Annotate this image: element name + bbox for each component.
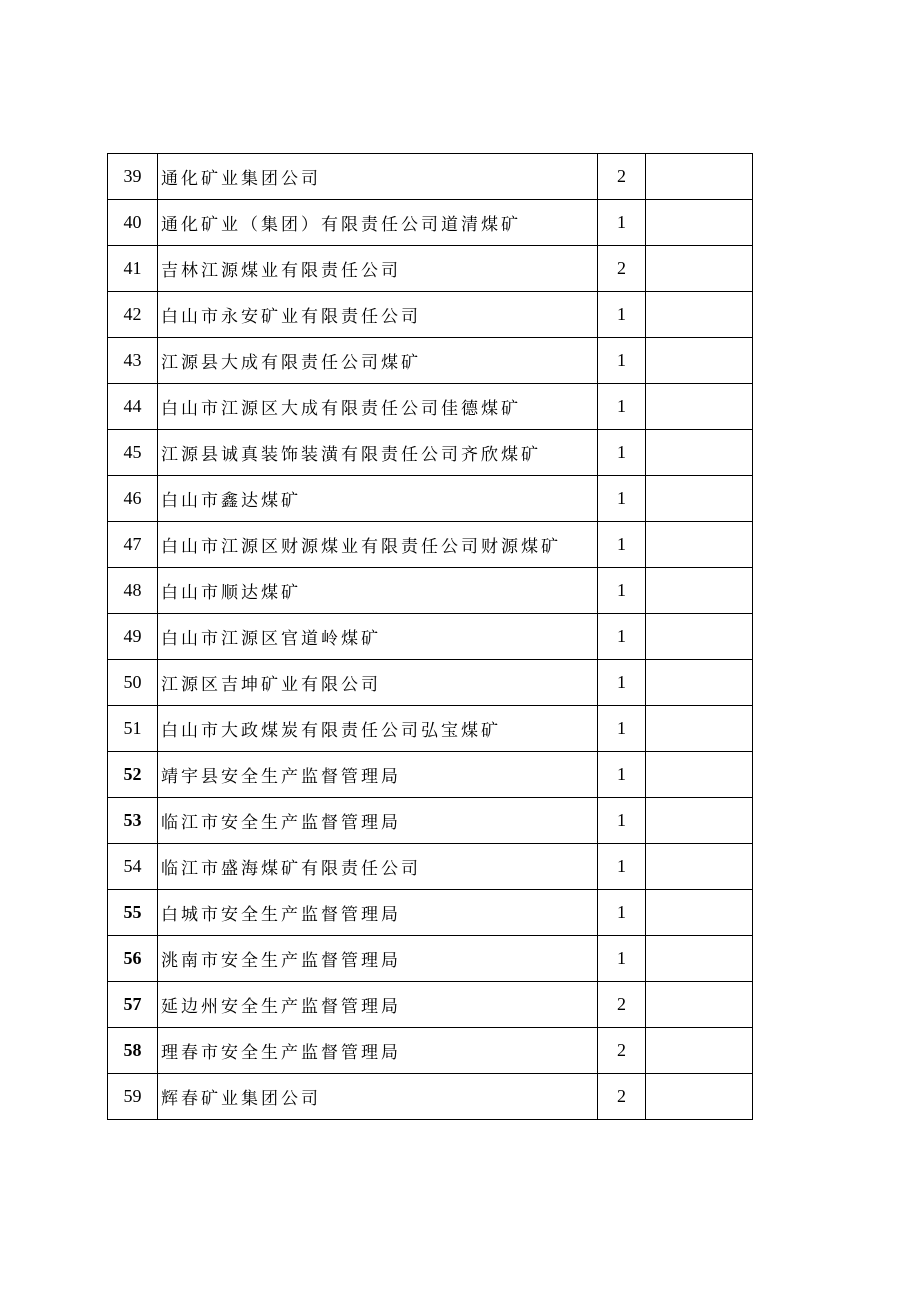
quantity: 2 [598, 154, 646, 200]
quantity: 1 [598, 200, 646, 246]
table-row [108, 430, 753, 476]
organization-name: 白山市江源区官道岭煤矿 [158, 614, 598, 660]
table-body [108, 154, 753, 1120]
organization-name: 通化矿业集团公司 [158, 154, 598, 200]
quantity: 1 [598, 706, 646, 752]
organization-name: 洮南市安全生产监督管理局 [158, 936, 598, 982]
table-row [108, 706, 753, 752]
quantity: 1 [598, 890, 646, 936]
quantity: 2 [598, 1028, 646, 1074]
organization-name: 江源县大成有限责任公司煤矿 [158, 338, 598, 384]
quantity: 1 [598, 384, 646, 430]
remarks-cell [646, 246, 753, 292]
table-row [108, 568, 753, 614]
table-row [108, 522, 753, 568]
remarks-cell [646, 982, 753, 1028]
row-number: 56 [108, 936, 158, 982]
row-number: 39 [108, 154, 158, 200]
row-number: 42 [108, 292, 158, 338]
remarks-cell [646, 936, 753, 982]
row-number: 50 [108, 660, 158, 706]
table-row [108, 338, 753, 384]
remarks-cell [646, 384, 753, 430]
organization-name: 临江市安全生产监督管理局 [158, 798, 598, 844]
table-row [108, 982, 753, 1028]
organization-name: 白山市江源区大成有限责任公司佳德煤矿 [158, 384, 598, 430]
remarks-cell [646, 844, 753, 890]
quantity: 1 [598, 614, 646, 660]
table-row [108, 798, 753, 844]
row-number: 48 [108, 568, 158, 614]
remarks-cell [646, 1028, 753, 1074]
organization-name: 靖宇县安全生产监督管理局 [158, 752, 598, 798]
table-row [108, 384, 753, 430]
row-number: 58 [108, 1028, 158, 1074]
organization-name: 理春市安全生产监督管理局 [158, 1028, 598, 1074]
organization-name: 江源区吉坤矿业有限公司 [158, 660, 598, 706]
row-number: 47 [108, 522, 158, 568]
organization-name: 吉林江源煤业有限责任公司 [158, 246, 598, 292]
organization-table [107, 153, 753, 1120]
remarks-cell [646, 1074, 753, 1120]
quantity: 1 [598, 752, 646, 798]
row-number: 55 [108, 890, 158, 936]
table-row [108, 660, 753, 706]
organization-name: 白城市安全生产监督管理局 [158, 890, 598, 936]
organization-name: 白山市永安矿业有限责任公司 [158, 292, 598, 338]
remarks-cell [646, 338, 753, 384]
remarks-cell [646, 154, 753, 200]
remarks-cell [646, 614, 753, 660]
remarks-cell [646, 568, 753, 614]
quantity: 1 [598, 430, 646, 476]
remarks-cell [646, 200, 753, 246]
organization-name: 白山市江源区财源煤业有限责任公司财源煤矿 [158, 522, 598, 568]
organization-name: 临江市盛海煤矿有限责任公司 [158, 844, 598, 890]
remarks-cell [646, 706, 753, 752]
table-row [108, 200, 753, 246]
row-number: 57 [108, 982, 158, 1028]
quantity: 1 [598, 476, 646, 522]
row-number: 43 [108, 338, 158, 384]
remarks-cell [646, 476, 753, 522]
table-row [108, 890, 753, 936]
table-row [108, 292, 753, 338]
organization-name: 通化矿业（集团）有限责任公司道清煤矿 [158, 200, 598, 246]
row-number: 51 [108, 706, 158, 752]
quantity: 2 [598, 1074, 646, 1120]
quantity: 1 [598, 568, 646, 614]
table-row [108, 154, 753, 200]
quantity: 2 [598, 982, 646, 1028]
remarks-cell [646, 430, 753, 476]
organization-name: 白山市顺达煤矿 [158, 568, 598, 614]
organization-name: 延边州安全生产监督管理局 [158, 982, 598, 1028]
row-number: 49 [108, 614, 158, 660]
table-row [108, 844, 753, 890]
organization-name: 白山市鑫达煤矿 [158, 476, 598, 522]
table-row [108, 1074, 753, 1120]
table-row [108, 614, 753, 660]
row-number: 54 [108, 844, 158, 890]
table-row [108, 936, 753, 982]
remarks-cell [646, 292, 753, 338]
remarks-cell [646, 752, 753, 798]
row-number: 46 [108, 476, 158, 522]
remarks-cell [646, 798, 753, 844]
quantity: 1 [598, 522, 646, 568]
row-number: 45 [108, 430, 158, 476]
row-number: 53 [108, 798, 158, 844]
remarks-cell [646, 890, 753, 936]
quantity: 1 [598, 292, 646, 338]
quantity: 2 [598, 246, 646, 292]
row-number: 41 [108, 246, 158, 292]
remarks-cell [646, 522, 753, 568]
remarks-cell [646, 660, 753, 706]
row-number: 44 [108, 384, 158, 430]
quantity: 1 [598, 936, 646, 982]
organization-name: 白山市大政煤炭有限责任公司弘宝煤矿 [158, 706, 598, 752]
table-row [108, 752, 753, 798]
quantity: 1 [598, 844, 646, 890]
row-number: 59 [108, 1074, 158, 1120]
table-row [108, 476, 753, 522]
quantity: 1 [598, 338, 646, 384]
quantity: 1 [598, 798, 646, 844]
table-row [108, 1028, 753, 1074]
organization-name: 江源县诚真装饰装潢有限责任公司齐欣煤矿 [158, 430, 598, 476]
table-row [108, 246, 753, 292]
row-number: 52 [108, 752, 158, 798]
row-number: 40 [108, 200, 158, 246]
organization-name: 辉春矿业集团公司 [158, 1074, 598, 1120]
quantity: 1 [598, 660, 646, 706]
